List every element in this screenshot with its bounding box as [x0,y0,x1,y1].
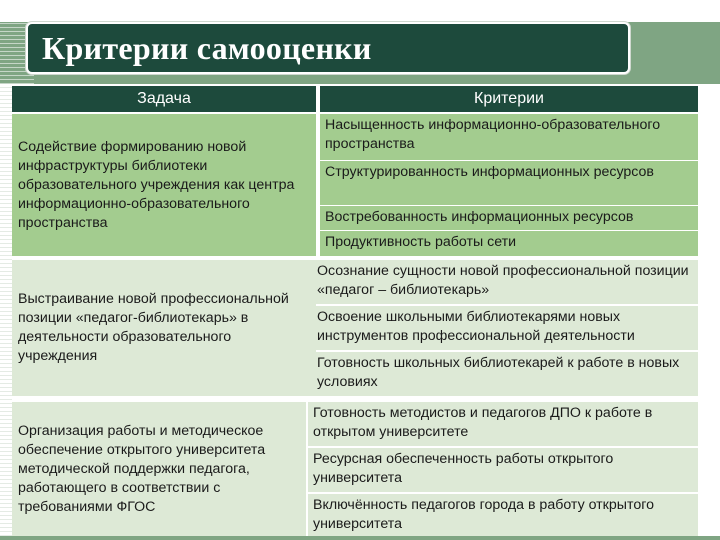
task-2-text: Выстраивание новой профессиональной позиции «педагог-библиотекарь» в деятельности образовательного учреждения [18,291,289,364]
criterion-3-3: Включённость педагогов города в работу открытого университета [308,494,698,536]
task-3-text: Организация работы и методическое обеспечение открытого университета методической поддержки педагога, работающего в соответствии с требованиями ФГОС [18,422,266,515]
bottom-band [0,536,720,540]
top-margin [0,0,720,22]
criterion-1-4: Продуктивность работы сети [320,231,698,256]
criterion-1-2: Структурированность информационных ресурсов [320,161,698,205]
task-2 [12,260,316,396]
criterion-1-1: Насыщенность информационно-образовательного пространства [320,114,698,160]
header-task: Задача [12,86,316,112]
criterion-2-3: Готовность школьных библиотекарей к работе в новых условиях [312,352,698,396]
criterion-3-2: Ресурсная обеспеченность работы открытого университета [308,448,698,492]
left-stripes [0,84,12,540]
task-3 [12,402,306,536]
criterion-1-3: Востребованность информационных ресурсов [320,206,698,230]
criterion-2-2: Освоение школьными библиотекарями новых инструментов профессиональной деятельности [312,306,698,350]
title-box [26,22,630,74]
task-1 [12,114,316,256]
criterion-2-1: Осознание сущности новой профессиональной позиции «педагог – библиотекарь» [312,260,698,304]
header-criteria: Критерии [320,86,698,112]
slide-title: Критерии самооценки [42,29,372,66]
task-1-text: Содействие формированию новой инфраструктуры библиотеки образовательного учреждения как центра информационно-образовательного пространства [18,138,295,231]
criterion-3-1: Готовность методистов и педагогов ДПО к работе в открытом университете [308,402,698,446]
